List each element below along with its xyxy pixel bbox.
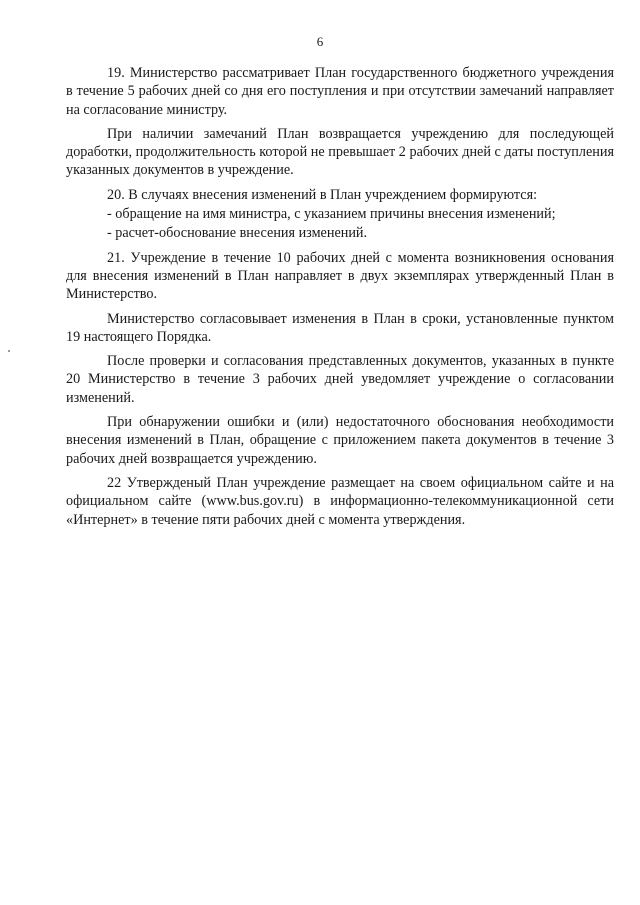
list-item-appeal: - обращение на имя министра, с указанием причины внесения изменений;: [107, 206, 556, 223]
paragraph-error-return: При обнаружении ошибки и (или) недостаточного обоснования необходимости внесения изменений в План, обращение с приложением пакета документов в течение 3 рабочих дней возвращается учреждению.: [66, 414, 614, 467]
paragraph-19: 19. Министерство рассматривает План государственного бюджетного учреждения в течение 5 рабочих дней со дня его поступления и при отсутствии замечаний направляет на согласование министру.: [66, 65, 614, 118]
paragraph-remarks: При наличии замечаний План возвращается учреждению для последующей доработки, продолжительность которой не превышает 2 рабочих дней с даты поступления указанных документов в учреждение.: [66, 125, 614, 179]
margin-mark: [8, 350, 10, 352]
paragraph-21: 21. Учреждение в течение 10 рабочих дней с момента возникновения основания для внесения изменений в План направляет в двух экземплярах утвержденный План в Министерство.: [66, 249, 614, 303]
paragraph-notification: После проверки и согласования представленных документов, указанных в пункте 20 Министерство в течение 3 рабочих дней уведомляет учреждение о согласовании изменений.: [66, 353, 614, 406]
list-item-justification: - расчет-обоснование внесения изменений.: [107, 225, 368, 242]
paragraph-approval-terms: Министерство согласовывает изменения в План в сроки, установленные пунктом 19 настоящего Порядка.: [66, 310, 614, 345]
paragraph-22: 22 Утвержденый План учреждение размещает на своем официальном сайте и на официальном сайте (www.bus.gov.ru) в информационно-телекоммуникационной сети «Интернет» в течение пяти рабочих дней с момента утверждения.: [66, 474, 614, 528]
paragraph-20: 20. В случаях внесения изменений в План учреждением формируются:: [107, 186, 538, 203]
document-body: [66, 64, 614, 535]
page-number: 6: [316, 34, 324, 49]
